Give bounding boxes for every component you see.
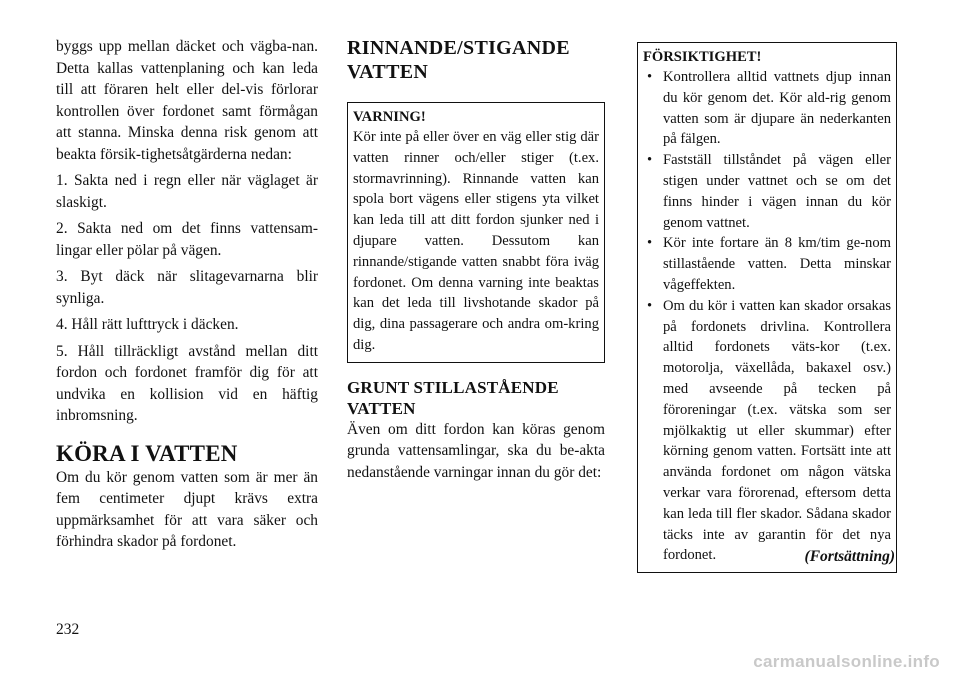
caution-item-text: Fastställ tillståndet på vägen eller stigen under vattnet och se om det finns hinder i vägen innan du kör genom vattnet. <box>663 152 891 231</box>
section-heading-driving-in-water: KÖRA I VATTEN <box>56 440 238 466</box>
caution-title: FÖRSIKTIGHET! <box>643 49 762 65</box>
intro-paragraph: byggs upp mellan däcket och vägba-nan. Detta kallas vattenplaning och kan leda till att föraren helt eller del-vis förlorar kontrollen över fordonet samt förmågan att stanna. Minska denna risk genom att beakta försik-tighetsåtgärderna nedan: <box>56 38 318 163</box>
caution-list-item <box>643 150 891 233</box>
middle-column <box>347 36 605 483</box>
caution-item-text: Kör inte fortare än 8 km/tim ge-nom stillastående vatten. Detta minskar vågeffekten. <box>663 235 891 293</box>
warning-box <box>347 102 605 363</box>
bullet-icon: • <box>647 69 653 85</box>
page-number: 232 <box>56 621 80 638</box>
warning-text: Kör inte på eller över en väg eller stig där vatten rinner och/eller stiger (t.ex. stormavrinning). Rinnande vatten kan spola bort vägens eller stigens yta vilket kan leda till att ditt fordon sjunker ned i djupare vatten. Dessutom kan rinnande/stigande vatten snabbt föra iväg fordonet. Om denna varning inte beaktas kan det leda till livshotande skador på dig, dina passagerare och andra om-kring dig. <box>353 129 599 353</box>
section-heading-flowing-water: RINNANDE/STIGANDE VATTEN <box>347 37 570 83</box>
list-item: 4. Håll rätt lufttryck i däcken. <box>56 316 239 333</box>
continued-label: (Fortsättning) <box>804 548 895 565</box>
warning-title: VARNING! <box>353 109 426 125</box>
bullet-icon: • <box>647 297 653 314</box>
list-item: 2. Sakta ned om det finns vattensam-lingar eller pölar på vägen. <box>56 220 318 259</box>
caution-item-text: Om du kör i vatten kan skador orsakas på fordonets drivlina. Kontrollera alltid fordonets väts-kor (t.ex. motorolja, växellåda, bakaxel osv.) med avseende på tecken på föroreningar (t.ex. vätska som ser mjölkaktig ut eller skummar) efter körning genom vatten. Fortsätt inte att använda fordonet om någon vätska verkar vara förorenad, eftersom detta kan leda till fler skador. Sådana skador täcks inte av garantin för det nya fordonet. <box>663 297 891 564</box>
caution-item-text: Kontrollera alltid vattnets djup innan du kör genom det. Kör ald-rig genom vatten som är djupare än nederkanten på fälgen. <box>663 69 891 148</box>
section-body: Även om ditt fordon kan köras genom grunda vattensamlingar, ska du be-akta nedanstående varningar innan du gör det: <box>347 420 605 481</box>
caution-list-item <box>643 67 891 150</box>
list-item: 3. Byt däck när slitagevarnarna blir synliga. <box>56 268 318 307</box>
caution-box <box>637 42 897 573</box>
caution-list-item <box>643 233 891 295</box>
left-column <box>56 36 318 553</box>
section-heading-shallow-water: GRUNT STILLASTÅENDE VATTEN <box>347 377 559 418</box>
bullet-icon: • <box>647 235 653 252</box>
bullet-icon: • <box>647 152 653 169</box>
caution-list-item <box>643 296 891 566</box>
list-item: 5. Håll tillräckligt avstånd mellan ditt fordon och fordonet framför dig för att undvika en kollision vid en häftig inbromsning. <box>56 342 318 424</box>
list-item: 1. Sakta ned i regn eller när väglaget är slaskigt. <box>56 172 318 211</box>
section-body: Om du kör genom vatten som är mer än fem centimeter djupt krävs extra uppmärksamhet för att vara säker och förhindra skador på fordonet. <box>56 468 318 550</box>
watermark: carmanualsonline.info <box>753 652 940 671</box>
caution-list <box>643 67 891 566</box>
